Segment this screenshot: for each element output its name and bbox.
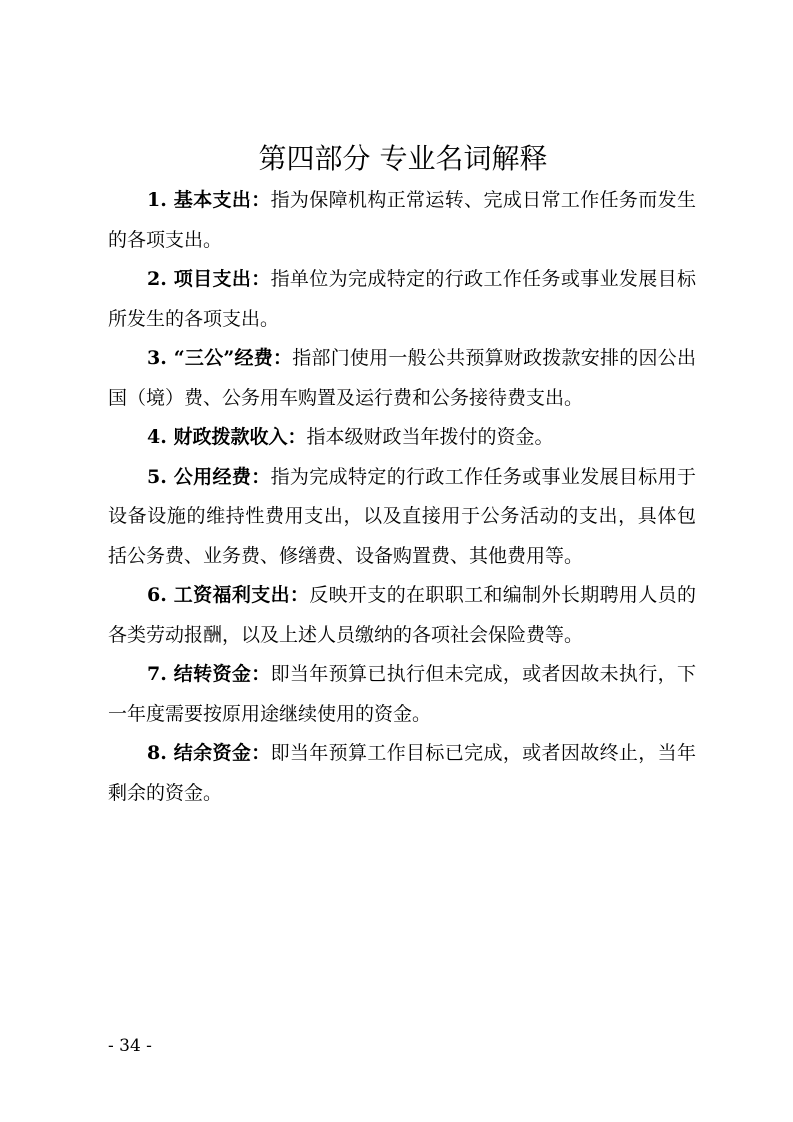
glossary-item-wage-welfare-expenditure xyxy=(108,576,696,655)
glossary-definition: 指本级财政当年拨付的资金。 xyxy=(306,426,554,448)
page-number: - 34 - xyxy=(108,1036,152,1056)
glossary-term: 4. 财政拨款收入： xyxy=(147,426,307,448)
glossary-item-surplus-funds xyxy=(108,734,696,813)
glossary-definition: 反映开支的在职职工和编制外长期聘用人员的各类劳动报酬，以及上述人员缴纳的各项社会保险费等。 xyxy=(108,584,696,646)
glossary-term: 3. “三公”经费： xyxy=(147,347,293,369)
glossary-term: 7. 结转资金： xyxy=(147,663,271,685)
glossary-term: 6. 工资福利支出： xyxy=(147,584,310,606)
glossary-definition: 即当年预算已执行但未完成，或者因故未执行，下一年度需要按原用途继续使用的资金。 xyxy=(108,663,696,725)
glossary-term: 1. 基本支出： xyxy=(147,189,271,211)
glossary-list xyxy=(108,181,696,813)
glossary-item-project-expenditure xyxy=(108,260,696,339)
glossary-item-carryover-funds xyxy=(108,655,696,734)
glossary-item-basic-expenditure xyxy=(108,181,696,260)
glossary-item-fiscal-appropriation-income xyxy=(108,418,696,458)
glossary-definition: 指部门使用一般公共预算财政拨款安排的因公出国（境）费、公务用车购置及运行费和公务接待费支出。 xyxy=(108,347,696,409)
glossary-term: 2. 项目支出： xyxy=(147,268,271,290)
glossary-definition: 指为完成特定的行政工作任务或事业发展目标用于设备设施的维持性费用支出，以及直接用于公务活动的支出，具体包括公务费、业务费、修缮费、设备购置费、其他费用等。 xyxy=(108,465,696,567)
glossary-definition: 指为保障机构正常运转、完成日常工作任务而发生的各项支出。 xyxy=(108,189,696,251)
glossary-item-three-public-funds xyxy=(108,339,696,418)
glossary-term: 8. 结余资金： xyxy=(147,742,271,764)
glossary-item-public-expenses xyxy=(108,458,696,577)
section-title: 第四部分 专业名词解释 xyxy=(258,142,548,175)
glossary-definition: 即当年预算工作目标已完成，或者因故终止，当年剩余的资金。 xyxy=(108,742,696,804)
glossary-definition: 指单位为完成特定的行政工作任务或事业发展目标所发生的各项支出。 xyxy=(108,268,696,330)
glossary-term: 5. 公用经费： xyxy=(147,465,271,488)
